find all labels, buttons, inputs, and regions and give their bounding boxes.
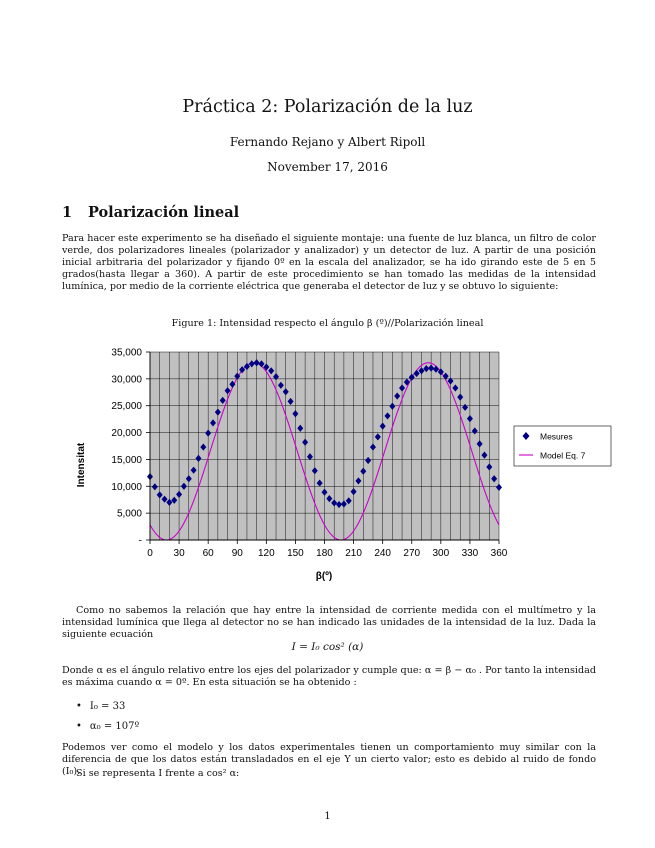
y-tick-label: 10,000 bbox=[111, 481, 142, 493]
chart bbox=[62, 334, 622, 590]
paragraph-3: Donde α es el ángulo relativo entre los ejes del polarizador y cumple que: α = β − α₀ . Por tanto la intensidad es máxima cuando α = 0º. En esta situación se ha obtenido : bbox=[62, 665, 596, 688]
y-tick-label: 35,000 bbox=[111, 347, 142, 359]
bullet-text: α₀ = 107º bbox=[89, 721, 140, 732]
x-tick-label: 270 bbox=[403, 548, 421, 559]
y-tick-label: 25,000 bbox=[111, 401, 142, 413]
paper-date: November 17, 2016 bbox=[267, 160, 388, 174]
legend-label-model: Model Eq. 7 bbox=[540, 450, 586, 461]
bullet-item bbox=[76, 721, 139, 732]
figure-caption: Figure 1: Intensidad respecto el ángulo β (º)//Polarización lineal bbox=[171, 318, 484, 329]
x-tick-label: 0 bbox=[147, 548, 153, 559]
x-tick-label: 180 bbox=[316, 548, 333, 559]
equation: I = I₀ cos² (α) bbox=[291, 641, 364, 653]
y-tick-label: 15,000 bbox=[111, 454, 142, 466]
section-heading bbox=[62, 204, 239, 221]
x-tick-label: 150 bbox=[287, 548, 304, 559]
section-number: 1 bbox=[62, 204, 73, 221]
intro-paragraph: Para hacer este experimento se ha diseñado el siguiente montaje: una fuente de luz blanca, un filtro de color verde, dos polarizadores lineales (polarizador y analizador) y un detector de luz. A partir de una posición inicial arbitraria del polarizador y fijando 0º en la escala del analizador, se ha ido girando este de 5 en 5 grados(hasta llegar a 360). A partir de este procedimiento se han tomado las medidas de la intensidad lumínica, por medio de la corriente eléctrica que generaba el detector de luz y se obtuvo lo siguiente: bbox=[62, 233, 596, 292]
paper-title: Práctica 2: Polarización de la luz bbox=[182, 97, 473, 117]
section-title: Polarización lineal bbox=[88, 204, 240, 221]
y-tick-label: 5,000 bbox=[116, 508, 142, 520]
x-tick-label: 120 bbox=[257, 548, 275, 559]
x-tick-label: 330 bbox=[461, 548, 479, 559]
bullet-text: I₀ = 33 bbox=[89, 701, 126, 712]
paragraph-4: Podemos ver como el modelo y los datos experimentales tienen un comportamiento muy similar con la diferencia de que los datos están transladados en el eje Y un cierto valor; esto es debido al ruido de fondo (I₀). bbox=[62, 742, 596, 777]
paragraph-2: Como no sabemos la relación que hay entre la intensidad de corriente medida con el multímetro y la intensidad lumínica que llega al detector no se han indicado las unidades de la intensidad de la luz. Dada la siguiente ecuación bbox=[62, 605, 596, 640]
x-tick-label: 30 bbox=[173, 548, 185, 559]
y-tick-label: 30,000 bbox=[111, 374, 142, 386]
x-axis-label: β(º) bbox=[315, 571, 333, 582]
page-number: 1 bbox=[324, 811, 331, 822]
y-tick-label: - bbox=[138, 535, 142, 547]
bullet-dot: • bbox=[76, 721, 82, 732]
y-axis-label: Intensitat bbox=[76, 442, 87, 488]
x-tick-label: 240 bbox=[374, 548, 392, 559]
bullet-dot: • bbox=[76, 701, 82, 712]
x-tick-label: 300 bbox=[432, 548, 450, 559]
x-tick-label: 60 bbox=[202, 548, 214, 559]
bullet-item bbox=[76, 701, 125, 712]
paragraph-5: Si se representa I frente a cos² α: bbox=[76, 768, 240, 779]
legend-label-mesures: Mesures bbox=[540, 431, 573, 442]
x-tick-label: 90 bbox=[231, 548, 243, 559]
x-tick-label: 210 bbox=[345, 548, 362, 559]
paper-authors: Fernando Rejano y Albert Ripoll bbox=[229, 135, 426, 149]
legend bbox=[514, 426, 611, 466]
x-tick-label: 360 bbox=[490, 548, 508, 559]
y-tick-label: 20,000 bbox=[111, 428, 142, 440]
